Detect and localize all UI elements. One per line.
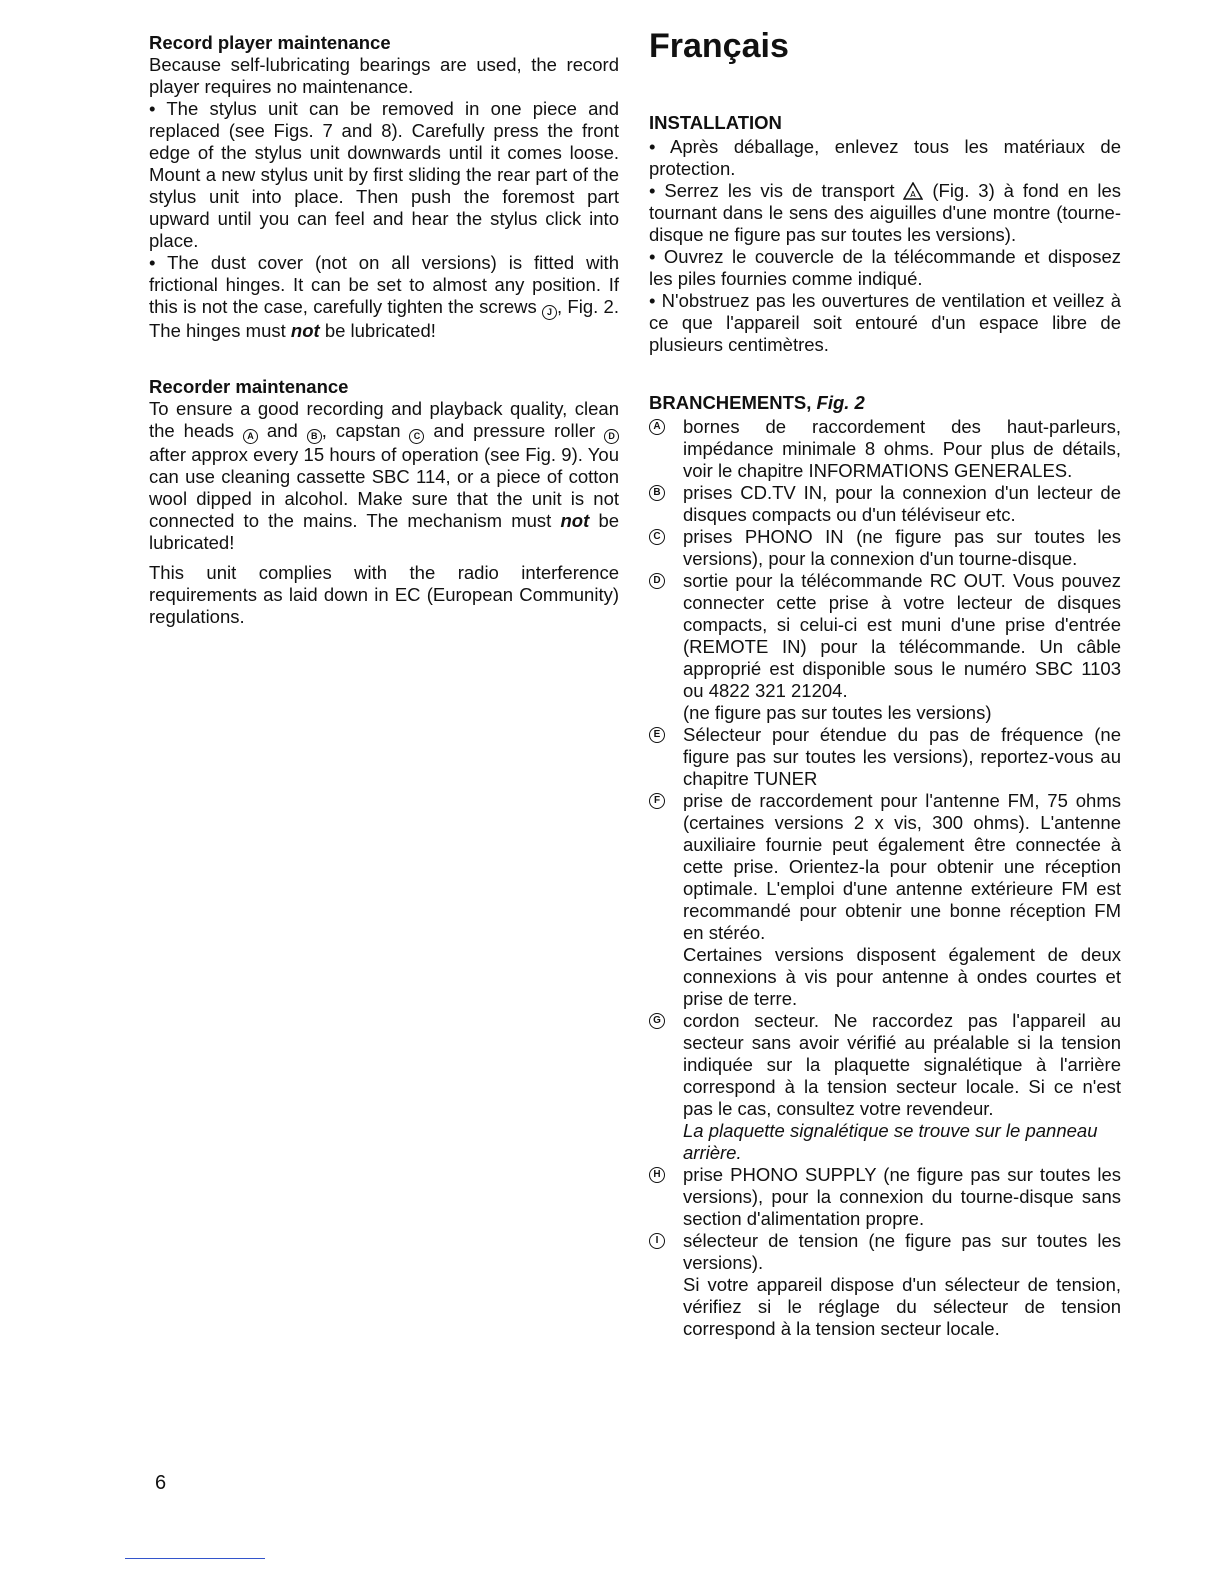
connection-item-e: E Sélecteur pour étendue du pas de fréquence (ne figure pas sur toutes les versions), reportez-vous au chapitre TUNER — [649, 724, 1121, 790]
connection-item-f: F prise de raccordement pour l'antenne FM, 75 ohms (certaines versions 2 x vis, 300 ohms). L'antenne auxiliaire fournie peut également être connectée à cette prise. Orientez-la pour obtenir une réception optimale. L'emploi d'une antenne extérieure FM est recommandé pour obtenir une bonne réception FM en stéréo. Certaines versions disposent également de deux connexions à vis pour antenne à ondes courtes et prise de terre. — [649, 790, 1121, 1010]
marker-g-icon: G — [649, 1013, 665, 1029]
recorder-heading: Recorder maintenance — [149, 376, 349, 397]
record-player-intro: Because self-lubricating bearings are used, the record player requires no maintenance. — [149, 54, 619, 97]
marker-d-icon: D — [604, 429, 619, 444]
marker-i-icon: I — [649, 1233, 665, 1249]
marker-h-icon: H — [649, 1167, 665, 1183]
left-column — [149, 32, 619, 628]
bottom-rule — [125, 1558, 265, 1559]
stylus-bullet: • The stylus unit can be removed in one piece and replaced (see Figs. 7 and 8). Carefully press the front edge of the stylus unit downwards until it comes loose. Mount a new stylus unit by first sliding the rear part of the stylus unit into place. Then push the foremost part upward until you can feel and hear the stylus click into place. — [149, 98, 619, 251]
marker-c-icon: C — [409, 429, 424, 444]
marker-b-icon: B — [307, 429, 322, 444]
marker-c-icon: C — [649, 529, 665, 545]
connection-item-d: D sortie pour la télécommande RC OUT. Vous pouvez connecter cette prise à votre lecteur de disques compacts, si celui-ci est muni d'une prise d'entrée (REMOTE IN) pour la télécommande. Un câble approprié est disponible sous le numéro SBC 1103 ou 4822 321 21204. (ne figure pas sur toutes les versions) — [649, 570, 1121, 724]
marker-a-icon: A — [649, 419, 665, 435]
warning-triangle-icon — [903, 182, 923, 200]
marker-b-icon: B — [649, 485, 665, 501]
installation-heading: INSTALLATION — [649, 112, 782, 133]
right-column — [649, 26, 1121, 1340]
install-bullet-1: • Après déballage, enlevez tous les matériaux de protection. — [649, 136, 1121, 179]
dust-cover-bullet: • The dust cover (not on all versions) is fitted with frictional hinges. It can be set to almost any position. If this is not the case, carefully tighten the screws J , Fig. 2. The hinges must not be lubricated! — [149, 252, 619, 341]
connection-item-g: G cordon secteur. Ne raccordez pas l'appareil au secteur sans avoir vérifié au préalable si la tension indiquée sur la plaquette signalétique à l'arrière correspond à la tension secteur locale. Si ce n'est pas le cas, consultez votre revendeur. La plaquette signalétique se trouve sur le panneau arrière. — [649, 1010, 1121, 1164]
marker-f-icon: F — [649, 793, 665, 809]
branchements-heading: BRANCHEMENTS, Fig. 2 — [649, 392, 865, 413]
page-number: 6 — [155, 1472, 167, 1494]
marker-a-icon: A — [243, 429, 258, 444]
connection-item-c: C prises PHONO IN (ne figure pas sur toutes les versions), pour la connexion d'un tourne-disque. — [649, 526, 1121, 570]
marker-e-icon: E — [649, 727, 665, 743]
connection-item-a: A bornes de raccordement des haut-parleurs, impédance minimale 8 ohms. Pour plus de détails, voir le chapitre INFORMATIONS GENERALES. — [649, 416, 1121, 482]
page-title: Français — [649, 27, 789, 65]
marker-d-icon: D — [649, 573, 665, 589]
marker-j-icon: J — [542, 305, 557, 320]
install-bullet-2: • Serrez les vis de transport A (Fig. 3) à fond en les tournant dans le sens des aiguilles d'une montre (tourne-disque ne figure pas sur toutes les versions). — [649, 180, 1122, 245]
ec-compliance: This unit complies with the radio interference requirements as laid down in EC (European Community) regulations. — [149, 562, 619, 627]
install-bullet-3: • Ouvrez le couvercle de la télécommande et disposez les piles fournies comme indiqué. — [649, 246, 1121, 289]
connection-item-i: I sélecteur de tension (ne figure pas sur toutes les versions). Si votre appareil dispose d'un sélecteur de tension, vérifiez si le réglage du sélecteur de tension correspond à la tension secteur locale. — [649, 1230, 1121, 1340]
connection-item-h: H prise PHONO SUPPLY (ne figure pas sur toutes les versions), pour la connexion du tourne-disque sans section d'alimentation propre. — [649, 1164, 1121, 1230]
svg-text:A: A — [910, 190, 917, 199]
install-bullet-4: • N'obstruez pas les ouvertures de ventilation et veillez à ce que l'appareil soit entouré d'un espace libre de plusieurs centimètres. — [649, 290, 1121, 355]
recorder-paragraph: To ensure a good recording and playback quality, clean the heads A and B , capstan C and pressure roller D after approx every 15 hours of operation (see Fig. 9). You can use cleaning cassette SBC 114, or a piece of cotton wool dipped in alcohol. Make sure that the unit is not connected to the mains. The mechanism must not be lubricated! — [149, 398, 620, 553]
connection-item-b: B prises CD.TV IN, pour la connexion d'un lecteur de disques compacts ou d'un téléviseur etc. — [649, 482, 1121, 526]
record-player-heading: Record player maintenance — [149, 32, 391, 53]
